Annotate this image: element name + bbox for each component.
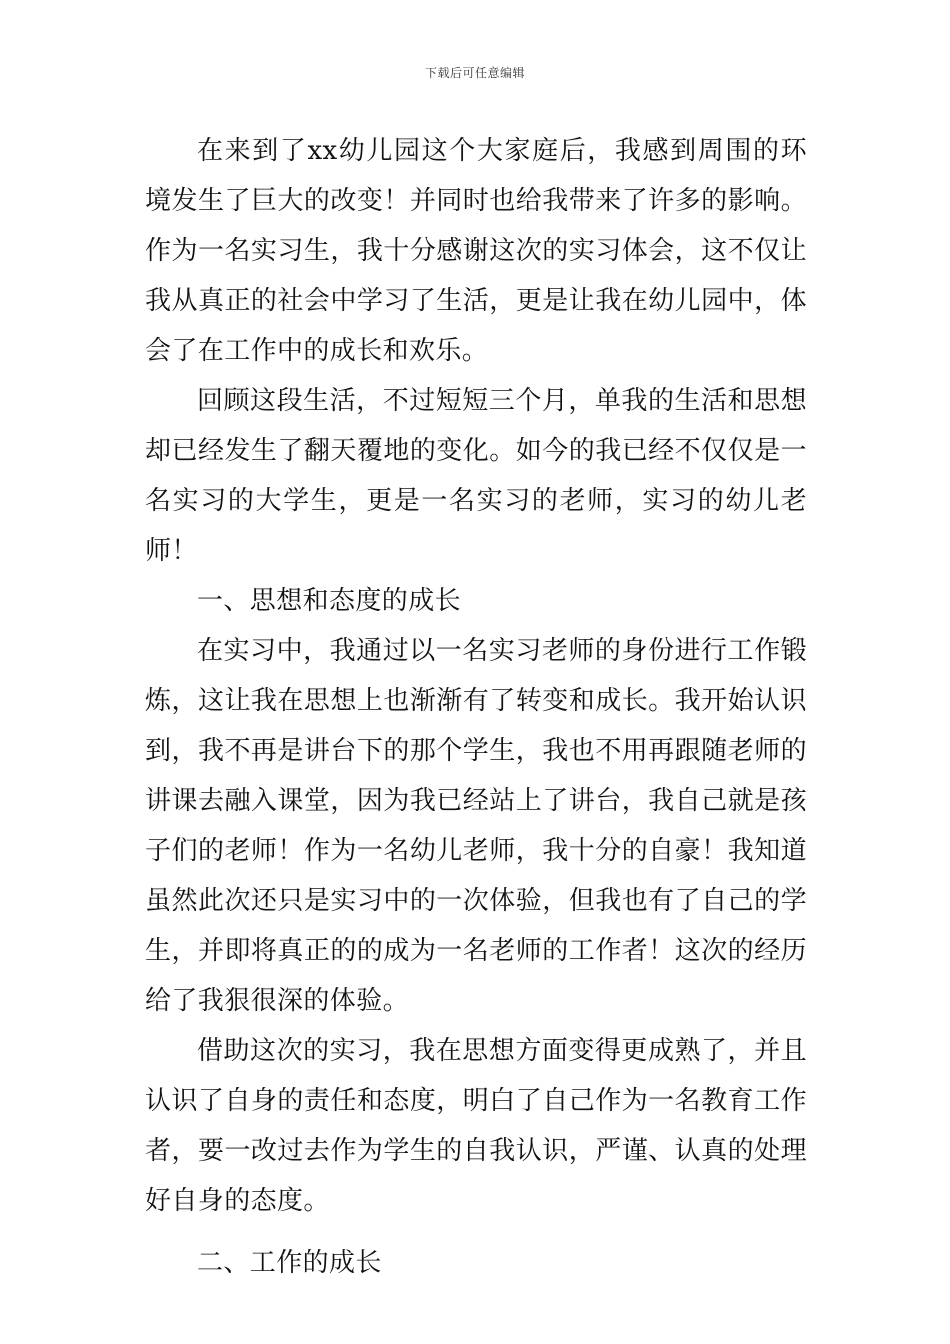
paragraph-review: 回顾这段生活，不过短短三个月，单我的生活和思想却已经发生了翻天覆地的变化。如今的我已经不仅仅是一名实习的大学生，更是一名实习的老师，实习的幼儿老师！ — [145, 386, 807, 566]
document-body — [145, 126, 807, 1288]
paragraph-intro: 在来到了xx幼儿园这个大家庭后，我感到周围的环境发生了巨大的改变！并同时也给我带来了许多的影响。作为一名实习生，我十分感谢这次的实习体会，这不仅让我从真正的社会中学习了生活，更是让我在幼儿园中，体会了在工作中的成长和欢乐。 — [145, 136, 807, 366]
section-heading-work: 二、工作的成长 — [197, 1248, 382, 1278]
section-heading-thought: 一、思想和态度的成长 — [197, 586, 462, 616]
paragraph-maturity: 借助这次的实习，我在思想方面变得更成熟了，并且认识了自身的责任和态度，明白了自己作为一名教育工作者，要一改过去作为学生的自我认识，严谨、认真的处理好自身的态度。 — [145, 1036, 807, 1216]
paragraph-thought-growth: 在实习中，我通过以一名实习老师的身份进行工作锻炼，这让我在思想上也渐渐有了转变和成长。我开始认识到，我不再是讲台下的那个学生，我也不用再跟随老师的讲课去融入课堂，因为我已经站上了讲台，我自己就是孩子们的老师！作为一名幼儿老师，我十分的自豪！我知道虽然此次还只是实习中的一次体验，但我也有了自己的学生，并即将真正的的成为一名老师的工作者！这次的经历给了我狠很深的体验。 — [145, 636, 807, 1016]
page-header: 下载后可任意编辑 — [424, 66, 525, 80]
